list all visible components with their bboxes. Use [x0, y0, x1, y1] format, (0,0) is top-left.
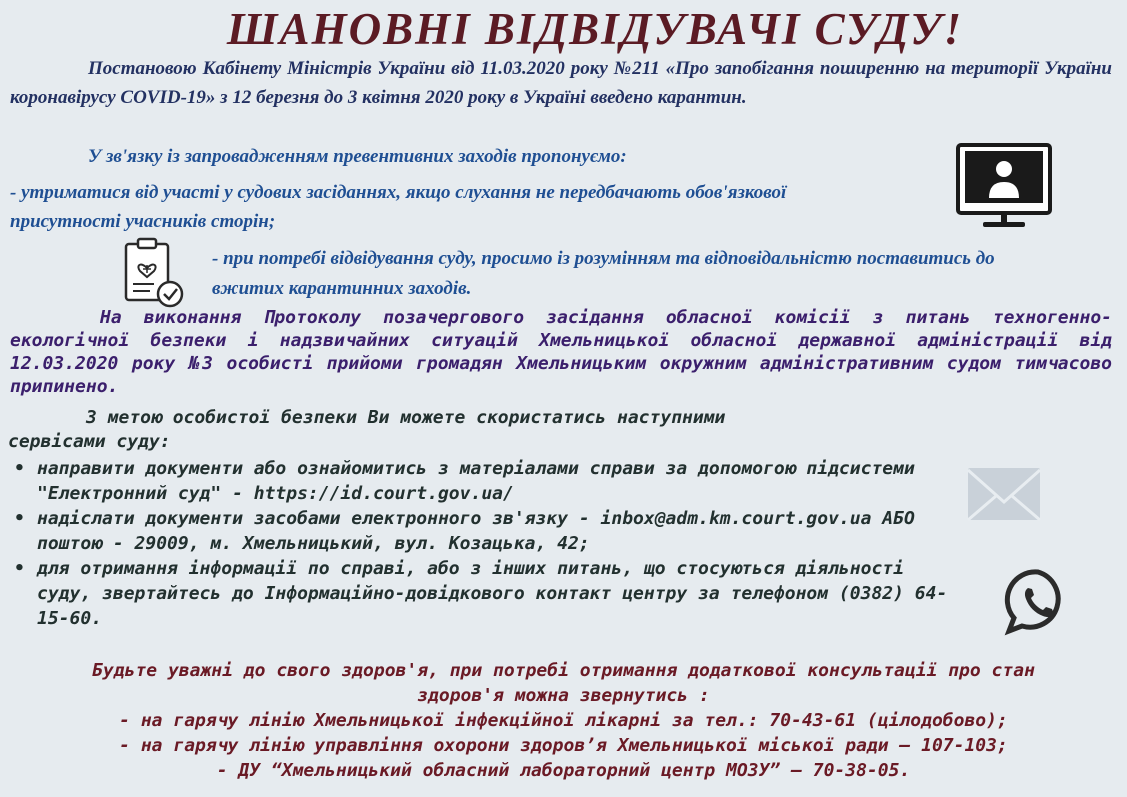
protocol-notice-text: На виконання Протоколу позачергового засідання обласної комісії з питань техногенно-екологічної безпеки і надзвичайних ситуацій Хмельницької обласної державної адміністрації від 12.03.2020 року №3 особисті прийоми громадян Хмельницьким окружним адміністративним судом тимчасово припинено.	[10, 307, 1112, 397]
envelope-icon	[966, 466, 1042, 526]
measure-quarantine-compliance: - при потребі відвідування суду, просимо із розумінням та відповідальністю поставитись до вжитих карантинних заходів.	[212, 248, 995, 299]
services-list	[12, 456, 962, 631]
quarantine-notice	[10, 54, 1112, 112]
footer-line: - ДУ “Хмельницький обласний лабораторний центр МОЗУ” – 70-38-05.	[216, 760, 911, 781]
medical-clipboard-check-icon	[122, 236, 186, 314]
health-footer	[0, 658, 1127, 783]
whatsapp-icon	[1002, 566, 1074, 642]
service-item-email-post: • надіслати документи засобами електронного зв'язку - inbox@adm.km.court.gov.ua АБО поштою - 29009, м. Хмельницький, вул. Козацька, 42;	[12, 506, 962, 556]
services-intro-line2: сервісами суду:	[8, 431, 171, 452]
footer-line: - на гарячу лінію Хмельницької інфекційної лікарні за тел.: 70-43-61 (цілодобово);	[119, 710, 1008, 731]
service-item-electronic-court: • направити документи або ознайомитись з матеріалами справи за допомогою підсистеми "Електронний суд" - https://id.court.gov.ua/	[12, 456, 962, 506]
footer-line: здоров'я можна звернутись :	[417, 685, 710, 706]
services-intro	[8, 406, 888, 454]
preventive-measures-intro: У зв'язку із запровадженням превентивних заходів пропонуємо:	[88, 146, 627, 167]
service-item-contact-center: • для отримання інформації по справі, або з інших питань, що стосуються діяльності суду, звертайтесь до Інформаційно-довідкового контакт центру за телефоном (0382) 64-15-60.	[12, 556, 962, 631]
services-intro-line1: З метою особистої безпеки Ви можете скористатись наступними	[86, 407, 726, 428]
page-title: ШАНОВНІ ВІДВІДУВАЧІ СУДУ!	[226, 4, 964, 54]
measure-avoid-hearings: - утриматися від участі у судових засіданнях, якщо слухання не передбачають обов'язкової присутності учасників сторін;	[10, 182, 787, 232]
footer-line: - на гарячу лінію управління охорони здоров’я Хмельницької міської ради – 107-103;	[119, 735, 1008, 756]
protocol-notice	[10, 306, 1112, 398]
quarantine-notice-text: Постановою Кабінету Міністрів України від 11.03.2020 року №211 «Про запобігання поширенню на території України коронавірусу COVID-19» з 12 березня до 3 квітня 2020 року в Україні введено карантин.	[10, 58, 1112, 108]
footer-line: Будьте уважні до свого здоров'я, при потребі отримання додаткової консультації про стан	[92, 660, 1035, 681]
monitor-user-icon	[955, 142, 1053, 236]
